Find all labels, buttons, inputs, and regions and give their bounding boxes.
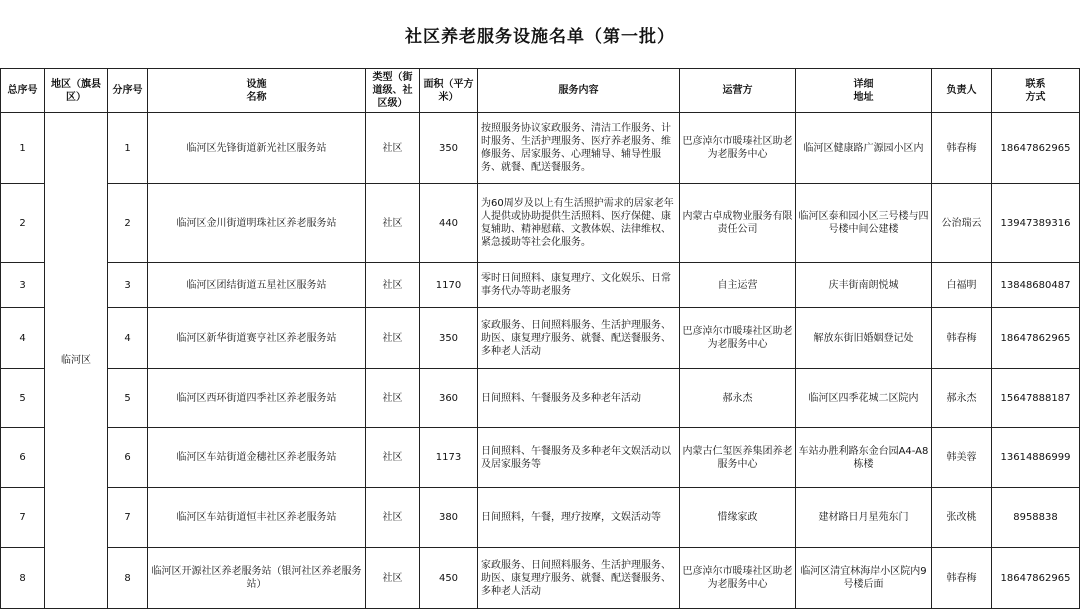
table-row [1,548,1080,609]
cell-person: 韩春梅 [932,548,992,609]
table-header-row [1,69,1080,113]
cell-service: 零时日间照料、康复理疗、文化娱乐、日常事务代办等助老服务 [478,263,680,308]
table-row [1,488,1080,548]
table-row [1,428,1080,488]
cell-type: 社区 [366,113,420,184]
cell-type: 社区 [366,428,420,488]
cell-total-no: 1 [1,113,45,184]
cell-name: 临河区金川街道明珠社区养老服务站 [148,184,366,263]
header-type: 类型（街道级、社区级） [366,69,420,113]
header-name: 设施 名称 [148,69,366,113]
cell-service: 按照服务协议家政服务、清洁工作服务、计时服务、生活护理服务、医疗养老服务、维修服务、居家服务、心理辅导、辅导性服务、就餐、配送餐服务。 [478,113,680,184]
cell-operator: 自主运营 [680,263,796,308]
cell-total-no: 8 [1,548,45,609]
cell-operator: 巴彦淖尔市暖瑧社区助老为老服务中心 [680,308,796,369]
header-contact: 联系 方式 [992,69,1080,113]
cell-person: 白福明 [932,263,992,308]
cell-name: 临河区开源社区养老服务站（银河社区养老服务站） [148,548,366,609]
table-row [1,369,1080,428]
header-total-no: 总序号 [1,69,45,113]
cell-contact: 18647862965 [992,308,1080,369]
page-title: 社区养老服务设施名单（第一批） [405,26,675,47]
cell-contact: 18647862965 [992,113,1080,184]
cell-type: 社区 [366,548,420,609]
header-operator: 运营方 [680,69,796,113]
cell-name: 临河区先锋街道新光社区服务站 [148,113,366,184]
cell-area: 380 [420,488,478,548]
cell-service: 为60周岁及以上有生活照护需求的居家老年人提供或协助提供生活照料、医疗保健、康复辅助、精神慰藉、文教体娱、法律维权、紧急援助等社会化服务。 [478,184,680,263]
cell-total-no: 7 [1,488,45,548]
cell-sub-no: 3 [108,263,148,308]
cell-contact: 18647862965 [992,548,1080,609]
table-row [1,263,1080,308]
cell-service: 日间照料、午餐服务及多种老年文娱活动以及居家服务等 [478,428,680,488]
cell-area: 1170 [420,263,478,308]
cell-person: 韩春梅 [932,308,992,369]
header-address: 详细 地址 [796,69,932,113]
cell-address: 解放东街旧婚姻登记处 [796,308,932,369]
cell-service: 日间照料、午餐服务及多种老年活动 [478,369,680,428]
cell-address: 临河区清宜林海岸小区院内9号楼后面 [796,548,932,609]
cell-operator: 内蒙古卓成物业服务有限责任公司 [680,184,796,263]
cell-person: 张改桃 [932,488,992,548]
cell-operator: 巴彦淖尔市暖瑧社区助老为老服务中心 [680,548,796,609]
cell-type: 社区 [366,488,420,548]
header-area: 面积（平方米） [420,69,478,113]
cell-name: 临河区新华街道赛亨社区养老服务站 [148,308,366,369]
cell-sub-no: 4 [108,308,148,369]
cell-contact: 13947389316 [992,184,1080,263]
cell-contact: 15647888187 [992,369,1080,428]
cell-area: 440 [420,184,478,263]
cell-sub-no: 2 [108,184,148,263]
cell-address: 建材路日月星苑东门 [796,488,932,548]
cell-operator: 巴彦淖尔市暖瑧社区助老为老服务中心 [680,113,796,184]
header-service: 服务内容 [478,69,680,113]
cell-contact: 8958838 [992,488,1080,548]
cell-total-no: 2 [1,184,45,263]
table-row [1,113,1080,184]
cell-sub-no: 8 [108,548,148,609]
cell-contact: 13848680487 [992,263,1080,308]
cell-address: 庆丰街南朗悦城 [796,263,932,308]
cell-person: 公治瑞云 [932,184,992,263]
cell-type: 社区 [366,369,420,428]
cell-area: 350 [420,113,478,184]
header-sub-no: 分序号 [108,69,148,113]
cell-area: 1173 [420,428,478,488]
cell-total-no: 3 [1,263,45,308]
cell-area: 350 [420,308,478,369]
cell-name: 临河区车站街道金穗社区养老服务站 [148,428,366,488]
cell-sub-no: 1 [108,113,148,184]
cell-address: 临河区四季花城二区院内 [796,369,932,428]
cell-operator: 惜缘家政 [680,488,796,548]
cell-type: 社区 [366,263,420,308]
cell-total-no: 4 [1,308,45,369]
cell-address: 临河区泰和园小区三号楼与四号楼中间公建楼 [796,184,932,263]
cell-sub-no: 5 [108,369,148,428]
header-person: 负责人 [932,69,992,113]
cell-total-no: 6 [1,428,45,488]
cell-sub-no: 7 [108,488,148,548]
cell-type: 社区 [366,308,420,369]
header-region: 地区（旗县区） [45,69,108,113]
cell-name: 临河区车站街道恒丰社区养老服务站 [148,488,366,548]
cell-region: 临河区 [45,113,108,609]
cell-person: 韩美蓉 [932,428,992,488]
table-row [1,184,1080,263]
cell-name: 临河区团结街道五星社区服务站 [148,263,366,308]
cell-area: 360 [420,369,478,428]
cell-person: 韩春梅 [932,113,992,184]
cell-type: 社区 [366,184,420,263]
cell-name: 临河区西环街道四季社区养老服务站 [148,369,366,428]
cell-address: 临河区健康路广源园小区内 [796,113,932,184]
cell-area: 450 [420,548,478,609]
cell-address: 车站办胜利路东金台园A4-A8栋楼 [796,428,932,488]
cell-service: 家政服务、日间照料服务、生活护理服务、助医、康复理疗服务、就餐、配送餐服务、多种老人活动 [478,308,680,369]
cell-operator: 郝永杰 [680,369,796,428]
cell-service: 日间照料，午餐，理疗按摩，文娱活动等 [478,488,680,548]
cell-person: 郝永杰 [932,369,992,428]
cell-contact: 13614886999 [992,428,1080,488]
cell-sub-no: 6 [108,428,148,488]
table-row [1,308,1080,369]
cell-service: 家政服务、日间照料服务、生活护理服务、助医、康复理疗服务、就餐、配送餐服务、多种老人活动 [478,548,680,609]
cell-total-no: 5 [1,369,45,428]
facility-table [0,68,1080,609]
cell-operator: 内蒙古仁玺医养集团养老服务中心 [680,428,796,488]
